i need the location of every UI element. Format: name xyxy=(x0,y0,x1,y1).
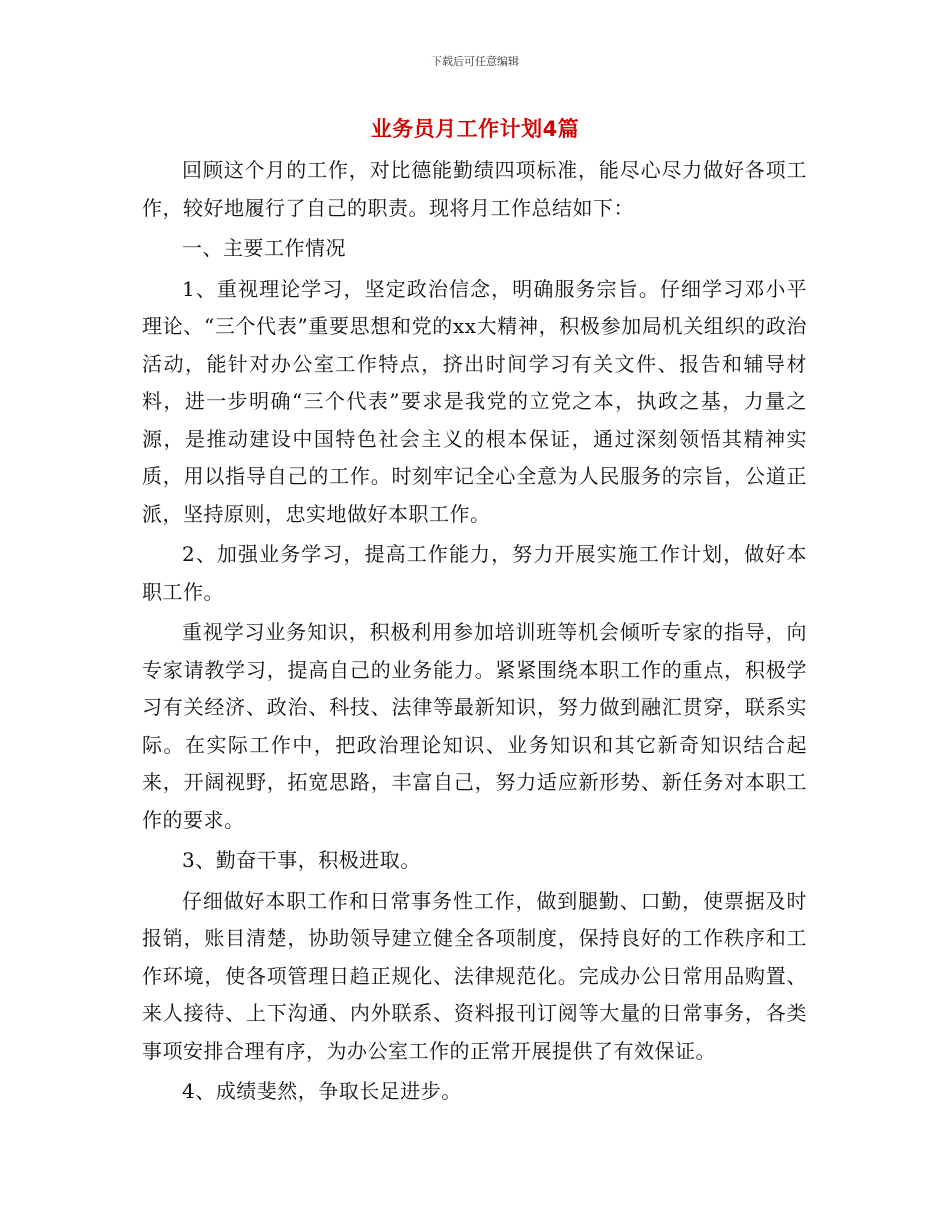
document-title: 业务员月工作计划4篇 xyxy=(370,117,580,141)
paragraph-item-3: 3、勤奋干事，积极进取。 xyxy=(182,848,421,872)
document-body xyxy=(142,152,807,1114)
paragraph-item-4: 4、成绩斐然，争取长足进步。 xyxy=(182,1079,462,1103)
paragraph-item-1: 1、重视理论学习，坚定政治信念，明确服务宗旨。仔细学习邓小平理论、“三个代表”重要思想和党的xx大精神，积极参加局机关组织的政治活动，能针对办公室工作特点，挤出时间学习有关文件、报告和辅导材料，进一步明确“三个代表”要求是我党的立党之本，执政之基，力量之源，是推动建设中国特色社会主义的根本保证，通过深刻领悟其精神实质，用以指导自己的工作。时刻牢记全心全意为人民服务的宗旨，公道正派，坚持原则，忠实地做好本职工作。 xyxy=(142,276,807,526)
paragraph-intro: 回顾这个月的工作，对比德能勤绩四项标准，能尽心尽力做好各项工作，较好地履行了自己的职责。现将月工作总结如下： xyxy=(142,158,807,220)
paragraph-item-2: 2、加强业务学习，提高工作能力，努力开展实施工作计划，做好本职工作。 xyxy=(142,542,807,604)
paragraph-item-2-detail: 重视学习业务知识，积极利用参加培训班等机会倾听专家的指导，向专家请教学习，提高自己的业务能力。紧紧围绕本职工作的重点，积极学习有关经济、政治、科技、法律等最新知识，努力做到融汇贯穿，联系实际。在实际工作中，把政治理论知识、业务知识和其它新奇知识结合起来，开阔视野，拓宽思路，丰富自己，努力适应新形势、新任务对本职工作的要求。 xyxy=(142,620,807,832)
header-note: 下载后可任意编辑 xyxy=(431,55,519,68)
section-heading-main-work: 一、主要工作情况 xyxy=(182,236,346,260)
paragraph-item-3-detail: 仔细做好本职工作和日常事务性工作，做到腿勤、口勤，使票据及时报销，账目清楚，协助领导建立健全各项制度，保持良好的工作秩序和工作环境，使各项管理日趋正规化、法律规范化。完成办公日常用品购置、来人接待、上下沟通、内外联系、资料报刊订阅等大量的日常事务，各类事项安排合理有序，为办公室工作的正常开展提供了有效保证。 xyxy=(142,888,807,1063)
